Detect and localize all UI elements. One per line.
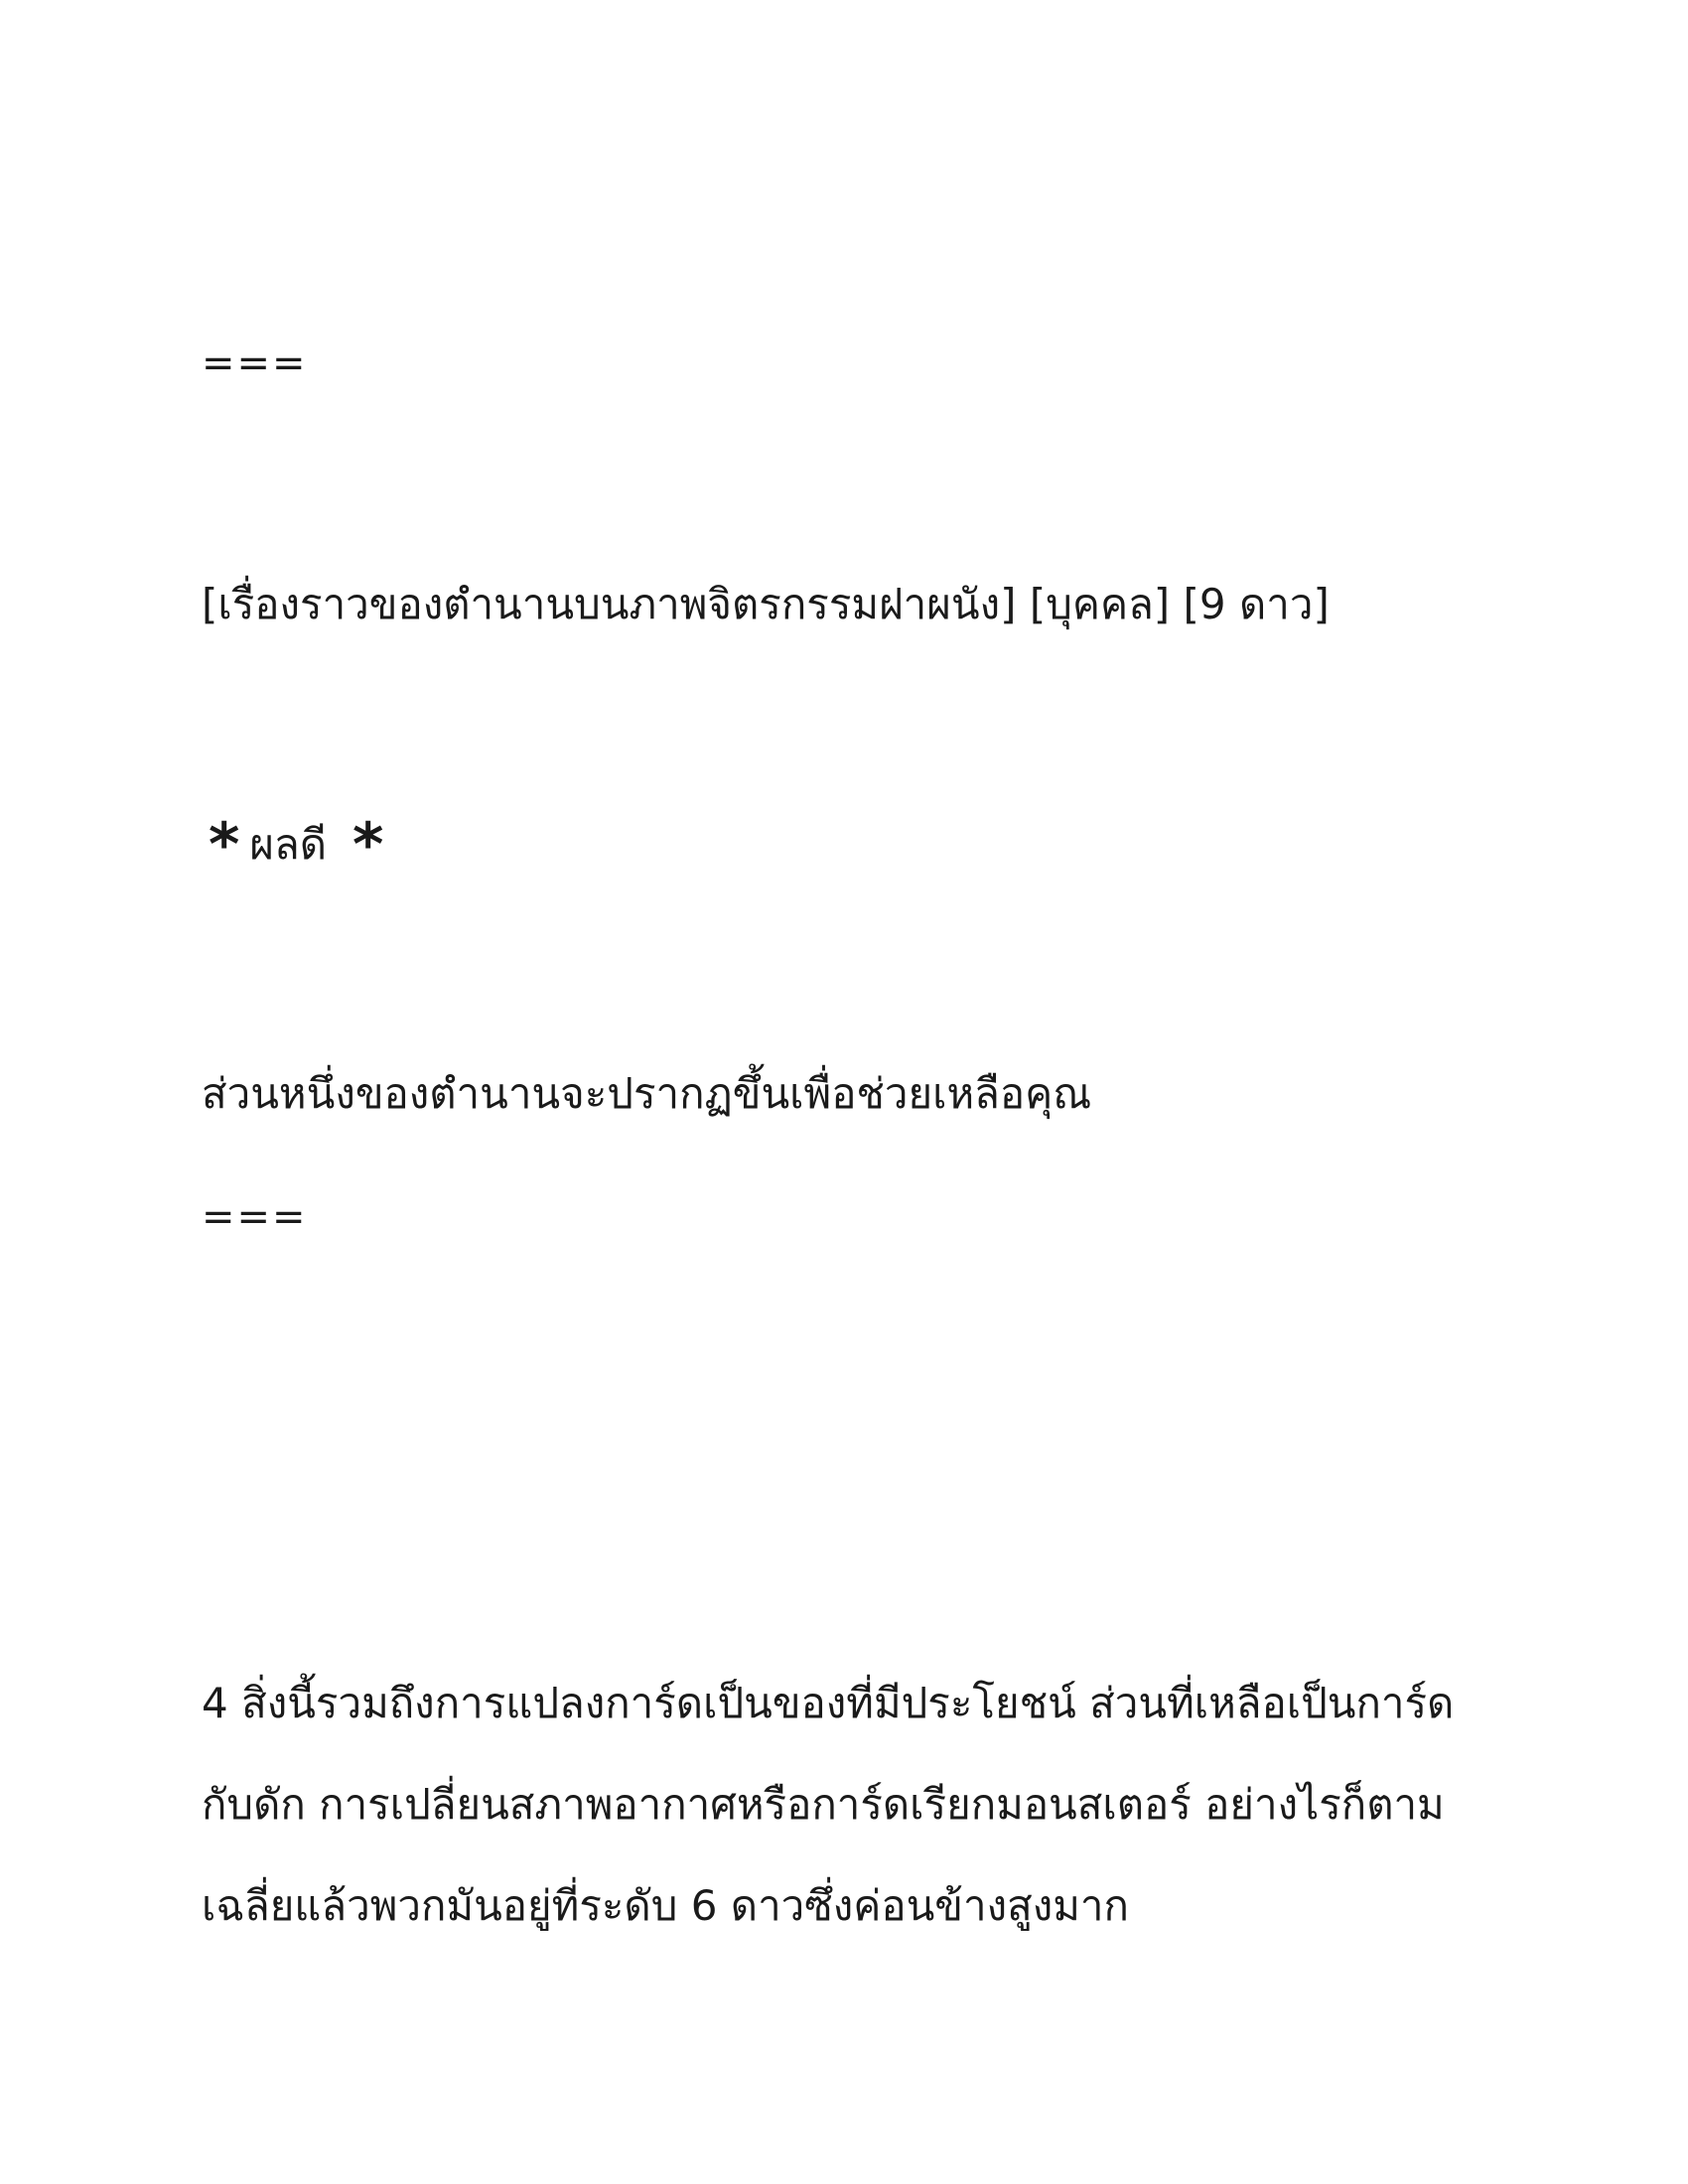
effect-heading-label: ผลดี — [249, 820, 328, 869]
effect-heading — [209, 810, 384, 880]
body-paragraph-line: 4 สิ่งนี้รวมถึงการแปลงการ์ดเป็นของที่มีประโยชน์ ส่วนที่เหลือเป็นการ์ด — [202, 1679, 1455, 1727]
separator-top: === — [202, 341, 308, 386]
effect-description: ส่วนหนึ่งของตำนานจะปรากฏขึ้นเพื่อช่วยเหลือคุณ — [202, 1069, 1092, 1118]
body-paragraph-line: เฉลี่ยแล้วพวกมันอยู่ที่ระดับ 6 ดาวซึ่งค่อนข้างสูงมาก — [202, 1881, 1129, 1930]
separator-bottom: === — [202, 1194, 308, 1240]
card-title-line: [เรื่องราวของตำนานบนภาพจิตรกรรมฝาผนัง] [บุคคล] [9 ดาว] — [202, 580, 1330, 628]
body-paragraph-line: กับดัก การเปลี่ยนสภาพอากาศหรือการ์ดเรียกมอนสเตอร์ อย่างไรก็ตาม — [202, 1780, 1445, 1829]
asterisk-icon-right: * — [352, 810, 384, 880]
asterisk-icon-left: * — [209, 810, 240, 880]
